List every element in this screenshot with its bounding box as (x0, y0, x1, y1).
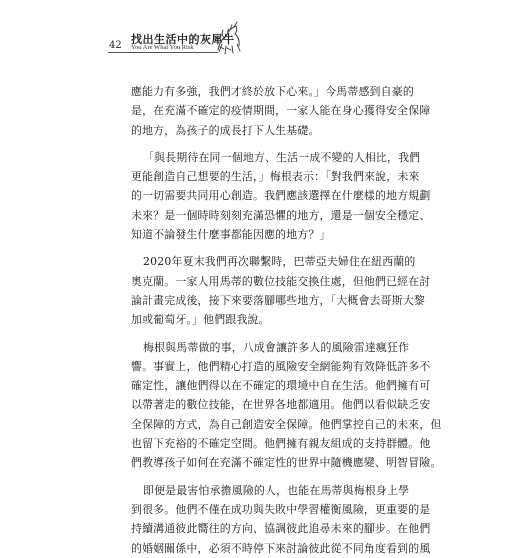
text-line: 到很多。他們不僅在成功與失敗中學習權衡風險，更重要的是 (131, 502, 431, 516)
text-line: 未來？是一個時時刻刻充滿恐懼的地方，還是一個安全穩定、 (131, 208, 431, 222)
text-line: 「與長期待在同一個地方、生活一成不變的人相比，我們 (143, 150, 421, 164)
text-line: 論計畫完成後，接下來要落腳哪些地方，「大概會去哥斯大黎 (131, 293, 425, 307)
text-line: 梅根與馬蒂做的事，八成會讓許多人的風險雷達瘋狂作 (143, 340, 410, 354)
book-title: 找出生活中的灰犀牛 (131, 33, 235, 46)
running-header (0, 0, 520, 70)
text-line: 奧克蘭。一家人用馬蒂的數位技能交換住處，但他們已經在討 (131, 274, 431, 288)
text-line: 應能力有多強，我們才終於放下心來。」今馬蒂感到自豪的 (131, 85, 414, 98)
text-line: 2020年夏末我們再次聯繫時，巴蒂亞夫婦住在紐西蘭的 (143, 255, 416, 269)
text-line: 持續溝通彼此嚮往的方向、協調彼此追尋未來的腳步。在他們 (131, 522, 431, 536)
text-line: 們教導孩子如何在充滿不確定性的世界中隨機應變、明智冒險。 (131, 456, 442, 470)
text-line: 的婚姻關係中，必須不時停下來討論彼此從不同角度看到的風 (131, 541, 431, 555)
text-line: 更能創造自己想要的生活，」梅根表示：「對我們來說，未來 (131, 170, 420, 184)
text-line: 也留下充裕的不確定空間。他們擁有親友組成的支持群體。他 (131, 437, 431, 451)
text-line: 的一切需要共同用心創造。我們應該選擇在什麼樣的地方規劃 (131, 189, 431, 203)
text-line: 即便是最害怕承擔風險的人，也能在馬蒂與梅根身上學 (143, 483, 410, 497)
paragraph (131, 481, 431, 558)
text-line: 響。事實上，他們精心打造的風險安全網能夠有效降低許多不 (131, 359, 431, 373)
paragraph (131, 338, 442, 473)
rhino-sketch-icon (212, 20, 244, 56)
text-line: 確定性，讓他們得以在不確定的環境中自在生活。他們擁有可 (131, 379, 431, 393)
paragraph (131, 82, 431, 140)
header-divider (108, 52, 218, 53)
text-line: 加或葡萄牙。」他們跟我說。 (131, 313, 270, 327)
text-line: 知道不論發生什麼事都能因應的地方？」 (131, 228, 331, 242)
book-subtitle: You Are What You Risk (131, 44, 194, 51)
text-line: 以帶著走的數位技能，在世界各地都適用。他們以看似缺乏安 (131, 398, 431, 412)
body-text (131, 82, 442, 558)
paragraph (131, 148, 431, 244)
text-line: 是，在充滿不確定的疫情期間，一家人能在身心獲得安全保障 (131, 104, 431, 118)
text-line: 的地方，為孩子的成長打下人生基礎。 (131, 123, 320, 137)
text-line: 全保障的方式，為自己創造安全保障。他們掌控自己的未來，但 (131, 417, 442, 431)
page-number: 42 (109, 40, 122, 51)
paragraph (131, 252, 431, 329)
